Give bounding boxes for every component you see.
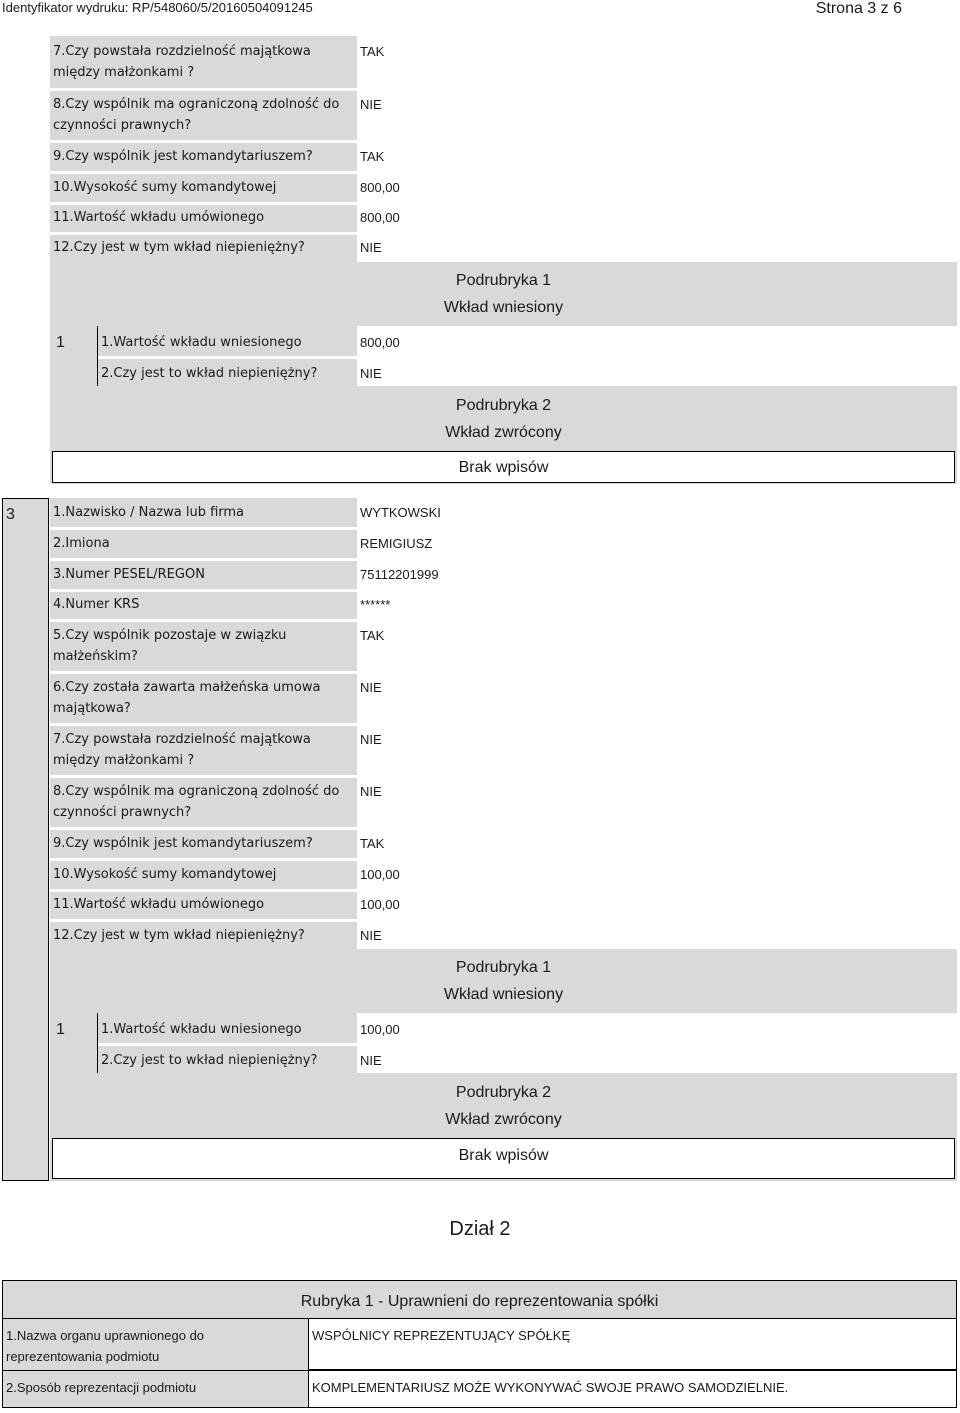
entry3-values-column [357,498,957,949]
entry3-row3-label: 3.Numer PESEL/REGON [53,567,205,582]
top-sub1-row1-value: 800,00 [360,335,400,350]
rubric-row1-label: 1.Nazwa organu uprawnionego do reprezentowania podmiotu [6,1328,205,1364]
top-sub1-title: Podrubryka 1 [455,272,552,289]
entry3-row7-value: NIE [360,732,382,747]
entry3-row12-label: 12.Czy jest w tym wkład niepieniężny? [53,928,305,943]
entry3-row3-value: 75112201999 [360,567,439,582]
entry3-row9-value: TAK [360,836,385,851]
entry3-row6-value: NIE [360,680,382,695]
print-identifier: Identyfikator wydruku: RP/548060/5/20160504091245 [2,0,313,15]
entry3-sub2-title: Podrubryka 2 [455,1084,552,1101]
top-sub1-subtitle: Wkład wniesiony [443,299,564,316]
entry3-row12-value: NIE [360,928,382,943]
entry3-row8-label: 8.Czy wspólnik ma ograniczoną zdolność do czynności prawnych? [53,784,340,820]
entry3-row6-label: 6.Czy została zawarta małżeńska umowa majątkowa? [53,680,321,716]
top-row-7-value: TAK [360,44,385,59]
entry3-sub2-subtitle: Wkład zwrócony [445,1111,562,1128]
entry3-sub1-row1-value: 100,00 [360,1022,400,1037]
entry3-index-column [2,498,49,1181]
entry3-sub1-row2-value: NIE [360,1053,382,1068]
rubric-row2-label: 2.Sposób reprezentacji podmiotu [6,1380,197,1395]
entry3-row2-label: 2.Imiona [53,536,110,551]
top-row-9-label: 9.Czy wspólnik jest komandytariuszem? [53,149,313,164]
top-sub1-row2-value: NIE [360,366,382,381]
top-row-8-label: 8.Czy wspólnik ma ograniczoną zdolność do czynności prawnych? [53,97,340,133]
entry3-sub1-subtitle: Wkład wniesiony [443,986,564,1003]
top-row-12-value: NIE [360,240,382,255]
entry3-sub1-row2-label: 2.Czy jest to wkład niepieniężny? [101,1053,318,1068]
entry3-row10-label: 10.Wysokość sumy komandytowej [53,867,277,882]
entry3-row7-label: 7.Czy powstała rozdzielność majątkowa między małżonkami ? [53,732,311,768]
entry3-row8-value: NIE [360,784,382,799]
entry3-row5-value: TAK [360,628,385,643]
top-row-8-value: NIE [360,97,382,112]
top-sub2-empty: Brak wpisów [458,459,549,476]
section-title: Dział 2 [449,1218,511,1240]
entry3-row10-value: 100,00 [360,867,400,882]
top-row-7-label: 7.Czy powstała rozdzielność majątkowa między małżonkami ? [53,44,311,80]
top-sub2-title: Podrubryka 2 [455,397,552,414]
entry3-row4-label: 4.Numer KRS [53,597,140,612]
entry3-row1-label: 1.Nazwisko / Nazwa lub firma [53,505,245,520]
top-row-10-label: 10.Wysokość sumy komandytowej [53,180,277,195]
entry3-row4-value: ****** [360,597,391,612]
top-row-10-value: 800,00 [360,180,400,195]
top-sub2-subtitle: Wkład zwrócony [445,424,562,441]
rubric-row2-value: KOMPLEMENTARIUSZ MOŻE WYKONYWAĆ SWOJE PRAWO SAMODZIELNIE. [312,1380,789,1395]
rubric-title: Rubryka 1 - Uprawnieni do reprezentowania spółki [300,1293,659,1310]
top-row-9-value: TAK [360,149,385,164]
entry3-row1-value: WYTKOWSKI [360,505,441,520]
entry3-row11-label: 11.Wartość wkładu umówionego [53,897,265,912]
entry3-sub2-empty: Brak wpisów [458,1147,549,1164]
entry3-sub1-index: 1 [56,1021,65,1038]
entry3-row5-label: 5.Czy wspólnik pozostaje w związku małżeńskim? [53,628,287,664]
top-sub1-row1-label: 1.Wartość wkładu wniesionego [101,335,302,350]
entry3-row2-value: REMIGIUSZ [360,536,433,551]
entry3-sub1-row1-label: 1.Wartość wkładu wniesionego [101,1022,302,1037]
page-number: Strona 3 z 6 [815,0,902,17]
entry3-sub1-title: Podrubryka 1 [455,959,552,976]
top-row-12-label: 12.Czy jest w tym wkład niepieniężny? [53,240,305,255]
rubric-row1-value: WSPÓLNICY REPREZENTUJĄCY SPÓŁKĘ [312,1328,571,1343]
top-sub1-row2-label: 2.Czy jest to wkład niepieniężny? [101,366,318,381]
top-sub1-index: 1 [56,334,65,351]
top-row-11-label: 11.Wartość wkładu umówionego [53,210,265,225]
entry3-index: 3 [6,506,15,523]
entry3-row9-label: 9.Czy wspólnik jest komandytariuszem? [53,836,313,851]
entry3-row11-value: 100,00 [360,897,400,912]
top-values-column [357,36,957,262]
top-row-11-value: 800,00 [360,210,400,225]
